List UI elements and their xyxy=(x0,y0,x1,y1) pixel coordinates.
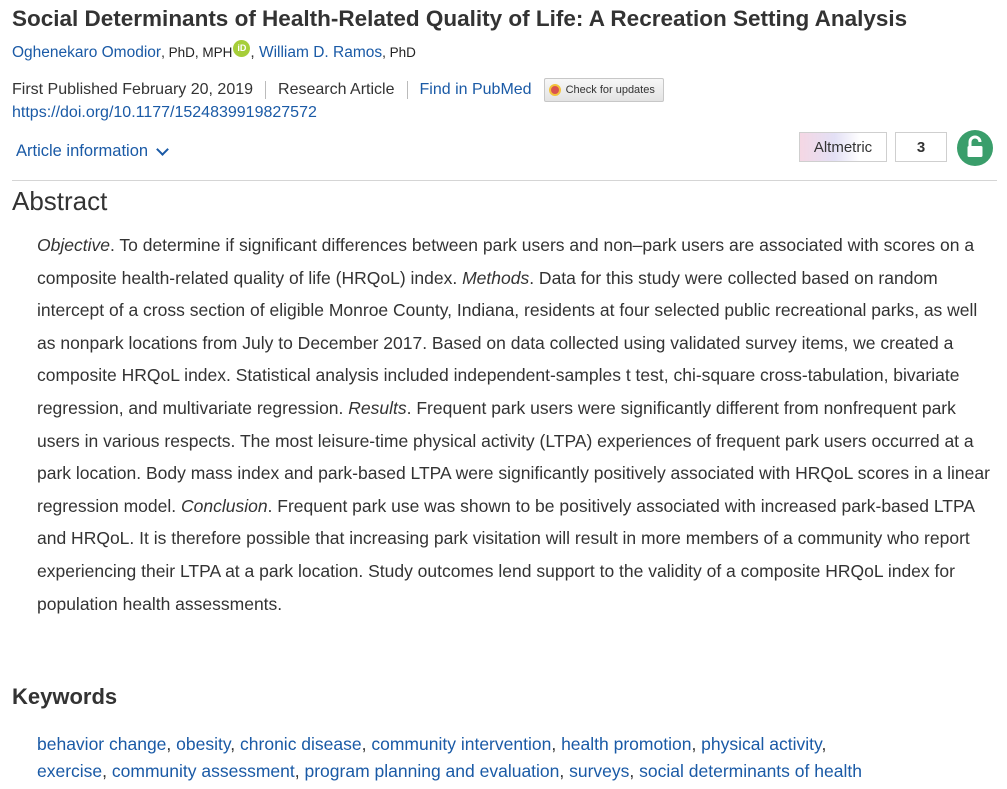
abstract-text xyxy=(37,229,999,620)
article-information-label: Article information xyxy=(16,142,149,160)
doi-link[interactable]: https://doi.org/10.1177/1524839919827572 xyxy=(12,104,317,121)
author-degrees: , PhD, MPH xyxy=(161,45,233,60)
orcid-icon[interactable]: iD xyxy=(233,40,250,57)
check-for-updates-button[interactable] xyxy=(544,78,664,102)
results-label: Results xyxy=(348,397,407,418)
article-information-toggle[interactable] xyxy=(16,142,167,161)
keyword-link[interactable]: behavior change xyxy=(37,734,167,754)
keyword-link[interactable]: community assessment xyxy=(111,760,295,781)
author-separator: , xyxy=(250,44,259,61)
results-text: . Frequent park users were significantly different from nonfrequent park users in various respects. The most leisure-time physical activity (LTPA) experiences of frequent park users occurred at a park location. Body mass index and park-based LTPA were significantly positively associated with HRQoL scores in a linear regression model. xyxy=(37,397,990,516)
objective-label: Objective xyxy=(37,235,110,255)
check-for-updates-label: Check for updates xyxy=(565,84,655,96)
section-divider xyxy=(12,180,997,181)
meta-divider xyxy=(407,81,408,99)
keyword-link[interactable]: program planning and evaluation xyxy=(304,760,560,781)
methods-text: . Data for this study were collected based on random intercept of a cross section of eligible Monroe County, Indiana, residents at four selected public recreational parks, as well as nonpark locations from July to December 2017. Based on data collected using validated survey items, we created a composite HRQoL index. Statistical analysis included independent-samples t test, chi-square cross-tabulation, bivariate regression, and multivariate regression. xyxy=(37,267,978,418)
keyword-link[interactable]: social determinants of health xyxy=(639,760,862,781)
author-degrees: , PhD xyxy=(382,45,416,60)
methods-label: Methods xyxy=(462,267,530,288)
article-type: Research Article xyxy=(278,81,395,98)
conclusion-text: . Frequent park use was shown to be positively associated with increased park-based LTPA and HRQoL. It is therefore possible that increasing park visitation will result in more members of a community who report experiencing their LTPA at a park location. Study outcomes lend support to the validity of a composite HRQoL index for population health assessments. xyxy=(37,495,975,614)
keyword-list: behavior change, obesity, chronic disease, community intervention, health promotion, physical activity, exercise, community assessment, program planning and evaluation, surveys, social determinants of health xyxy=(37,734,862,781)
keywords-heading: Keywords xyxy=(12,684,118,709)
meta-divider xyxy=(265,81,266,99)
author-link-omodior[interactable]: Oghenekaro Omodior xyxy=(12,44,162,61)
author-list xyxy=(12,44,416,62)
find-in-pubmed-link[interactable]: Find in PubMed xyxy=(419,81,532,98)
publish-date: First Published February 20, 2019 xyxy=(12,81,254,98)
chevron-down-icon xyxy=(156,143,169,156)
keyword-link[interactable]: obesity xyxy=(176,734,231,754)
altmetric-score[interactable]: 3 xyxy=(895,132,947,162)
keyword-link[interactable]: physical activity xyxy=(701,734,822,754)
altmetric-widget[interactable] xyxy=(799,132,947,162)
article-title: Social Determinants of Health-Related Quality of Life: A Recreation Setting Analysis xyxy=(12,6,908,31)
keyword-link[interactable]: community intervention xyxy=(371,734,552,754)
crossmark-icon xyxy=(549,84,561,96)
objective-text: . To determine if significant differences between park users and non–park users are associated with scores on a composite health-related quality of life (HRQoL) index. xyxy=(37,235,975,288)
publication-meta xyxy=(12,78,664,102)
open-access-lock-icon[interactable] xyxy=(957,130,993,166)
keyword-link[interactable]: exercise xyxy=(37,760,103,781)
abstract-heading: Abstract xyxy=(12,186,108,216)
altmetric-badge[interactable]: Altmetric xyxy=(799,132,887,162)
keyword-link[interactable]: health promotion xyxy=(561,734,692,754)
conclusion-label: Conclusion xyxy=(180,495,268,516)
author-link-ramos[interactable]: William D. Ramos xyxy=(258,44,383,61)
keyword-link[interactable]: surveys xyxy=(569,760,630,781)
keyword-link[interactable]: chronic disease xyxy=(240,734,362,754)
